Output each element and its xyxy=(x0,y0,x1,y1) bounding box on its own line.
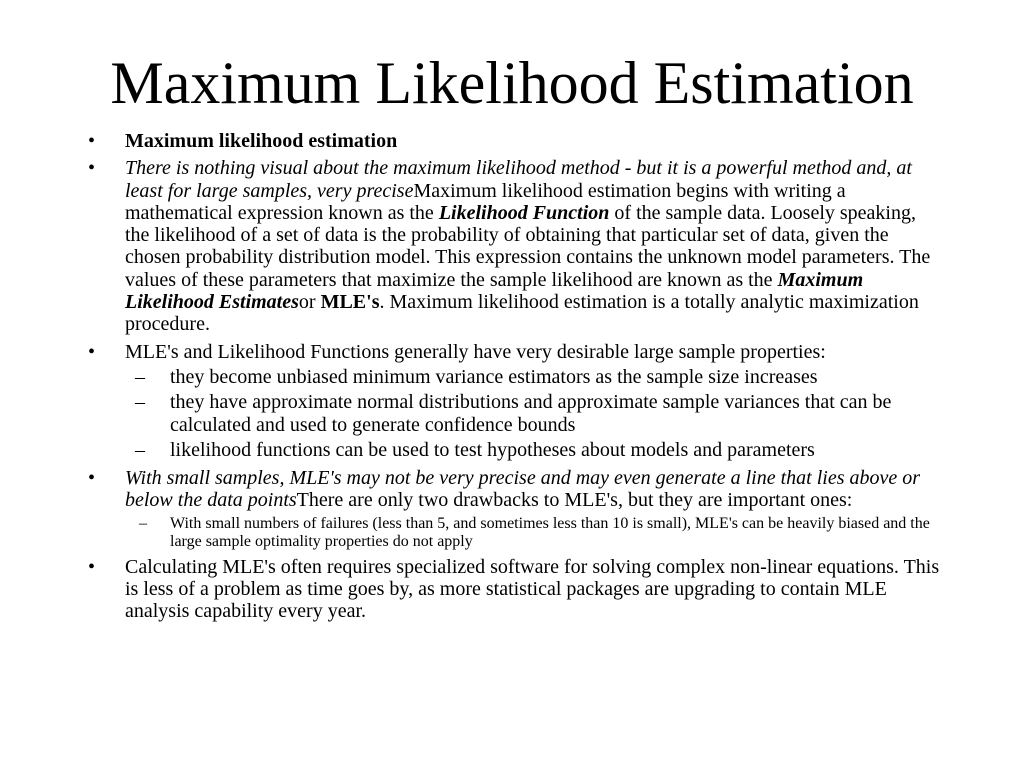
mle-abbrev: MLE's xyxy=(320,291,380,314)
sub-bullet-text: With small numbers of failures (less than 5, and sometimes less than 10 is small), MLE's can be heavily biased and the large sample optimality properties do not apply xyxy=(170,514,930,551)
bullet-item xyxy=(88,556,940,623)
sub-bullet-marker: – xyxy=(139,514,147,532)
sub-bullet-item xyxy=(88,515,940,552)
bullet-text-italic: With small samples, MLE's may not be very precise and may even generate a line that lies above or below the data points xyxy=(125,467,921,512)
sub-bullet-marker: – xyxy=(135,391,145,414)
sub-bullet-text: they become unbiased minimum variance estimators as the sample size increases xyxy=(170,365,818,388)
bullet-marker: • xyxy=(88,157,96,180)
bullet-item xyxy=(88,341,940,363)
sub-bullet-marker: – xyxy=(135,438,145,461)
bullet-text: Calculating MLE's often requires specialized software for solving complex non-linear equations. This is less of a problem as time goes by, as more statistical packages are upgrading to contain MLE analysis capability every year. xyxy=(125,555,940,623)
slide-title: Maximum Likelihood Estimation xyxy=(110,50,914,116)
sub-bullet-text: they have approximate normal distributions and approximate sample variances that can be calculated and used to generate confidence bounds xyxy=(170,391,892,436)
bullet-text: Maximum likelihood estimation begins with writing a mathematical expression known as the xyxy=(125,179,846,224)
bullet-marker: • xyxy=(88,130,96,152)
bullet-text: or xyxy=(298,291,321,314)
bullet-marker: • xyxy=(88,467,96,490)
sub-bullet-item xyxy=(88,391,940,436)
bullet-text: . Maximum likelihood estimation is a totally analytic maximization procedure. xyxy=(125,291,919,336)
sub-bullet-item xyxy=(88,366,940,388)
bullet-text: of the sample data. Loosely speaking, the likelihood of a set of data is the probability of obtaining that particular set of data, given the chosen probability distribution model. This expression contains the unknown model parameters. The values of these parameters that maximize the sample likelihood are known as the xyxy=(125,201,931,291)
bullet-text: There are only two drawbacks to MLE's, but they are important ones: xyxy=(296,489,853,512)
bullet-item xyxy=(88,467,940,512)
sub-bullet-marker: – xyxy=(135,365,145,388)
likelihood-function-term: Likelihood Function xyxy=(438,201,610,224)
sub-bullet-item xyxy=(88,439,940,461)
bullet-marker: • xyxy=(88,340,96,363)
slide-content xyxy=(88,130,940,628)
mle-term: Maximum Likelihood Estimates xyxy=(125,268,864,314)
bullet-text-italic: There is nothing visual about the maximum likelihood method - but it is a powerful method and, at least for large samples, very precise xyxy=(125,157,912,202)
sub-bullet-text: likelihood functions can be used to test hypotheses about models and parameters xyxy=(170,438,815,461)
bullet-marker: • xyxy=(88,555,96,578)
bullet-item xyxy=(88,130,940,152)
bullet-text: MLE's and Likelihood Functions generally have very desirable large sample properties: xyxy=(125,340,826,363)
bullet-item xyxy=(88,157,940,335)
bullet-text-bold: Maximum likelihood estimation xyxy=(125,130,398,152)
